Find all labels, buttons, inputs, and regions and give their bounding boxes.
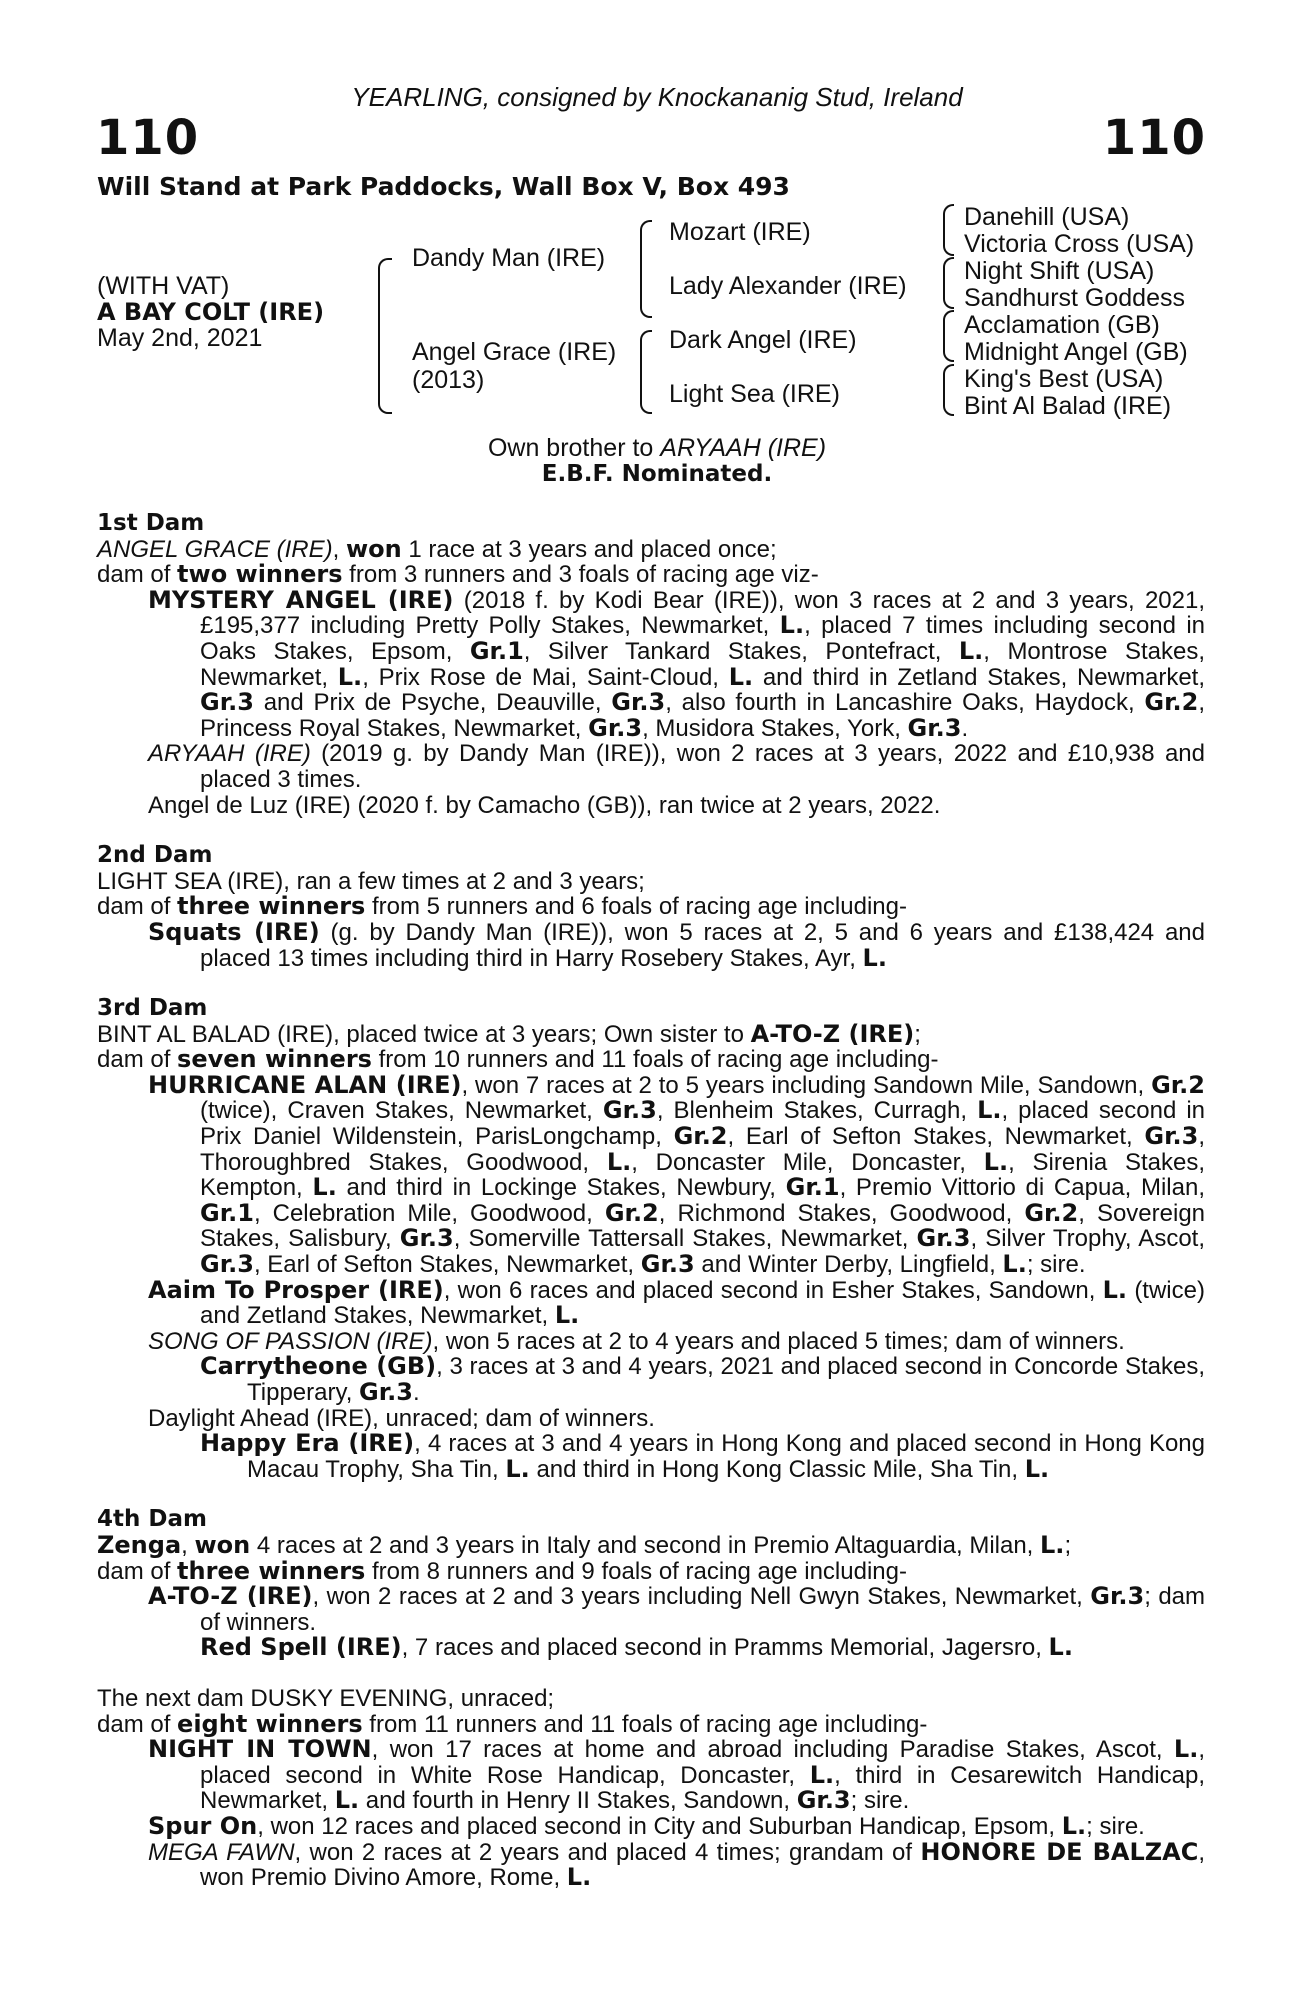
first-dam-record: 1 race at 3 years and placed once; [401,535,777,563]
text-run: , 7 races and placed second in Pramms Memorial, Jagersro, [401,1634,1049,1662]
text-run: , Celebration Mile, Goodwood, [253,1199,605,1227]
third-dam-produce-suffix: from 10 runners and 11 foals of racing age including- [371,1046,939,1074]
ancestor-8: Bint Al Balad (IRE) [964,392,1172,420]
text-run: , Princess Royal Stakes, Newmarket, [200,689,1205,742]
text-run: , Doncaster Mile, Doncaster, [631,1148,984,1176]
text-run: , won 17 races at home and abroad including Paradise Stakes, Ascot, [371,1736,1174,1764]
second-dam-line-1: LIGHT SEA (IRE), ran a few times at 2 and 3 years; [97,867,645,895]
dam-dam: Light Sea (IRE) [669,380,840,408]
third-dam-semicolon: ; [914,1020,921,1048]
sire-sire: Mozart (IRE) [669,218,811,246]
bold-run: Zenga [97,1530,182,1559]
second-dam-line-2 [97,894,1205,920]
offspring-entry [97,1275,1205,1330]
second-dam-produce-suffix: from 5 runners and 6 foals of racing age including- [365,893,907,921]
text-run: (2019 g. by Dandy Man (IRE)), won 2 races at 3 years, 2022 and £10,938 and placed 3 times. [200,740,1205,793]
offspring-entry [97,1584,1205,1635]
bold-run: Gr.2 [1144,688,1199,717]
text-run: . [412,1379,420,1406]
bold-run: L. [983,1147,1009,1176]
grand-offspring-entry [97,1635,1205,1661]
bold-run: L. [728,662,754,691]
text-run: (g. by Dandy Man (IRE)), won 5 races at 2, 5 and 6 years and £138,424 and placed 13 times including third in Harry Rosebery Stakes, Ayr, [200,918,1205,972]
text-run: (twice), Craven Stakes, Newmarket, [200,1097,603,1125]
text-run: and third in Hong Kong Classic Mile, Sha Tin, [529,1455,1025,1483]
offspring-entry [97,917,1205,972]
bold-run: MYSTERY ANGEL (IRE) [148,585,454,614]
bold-run: Gr.3 [907,713,962,742]
text-run: , won 12 races and placed second in City and Suburban Handicap, Epsom, [257,1812,1062,1840]
text-run: , also fourth in Lancashire Oaks, Haydock, [665,689,1145,717]
text-run: ; sire. [1026,1251,1086,1279]
bold-run: Gr.2 [1024,1198,1079,1227]
bold-run: L. [977,1096,1002,1125]
text-run: , won 2 races at 2 years and placed 4 times; grandam of [294,1838,921,1866]
bold-run: HONORE DE BALZAC [920,1837,1199,1866]
text-run: , Earl of Sefton Stakes, Newmarket, [253,1251,641,1279]
pedigree-brace-2b [640,330,652,414]
second-dam-section [97,843,1205,971]
text-run: , won 6 races and placed second in Esher Stakes, Sandown, [443,1276,1103,1304]
text-run: (2018 f. by Kodi Bear (IRE)), won 3 races at 2 and 3 years, 2021, £195,377 including Pretty Polly Stakes, Newmarket, [200,586,1205,640]
pedigree-body [97,511,1205,1916]
offspring-entry [97,793,1205,819]
dam-sire: Dark Angel (IRE) [669,326,857,354]
bold-run: Gr.3 [916,1224,971,1253]
bold-run: L. [779,611,805,640]
ancestor-2: Victoria Cross (USA) [964,230,1195,258]
text-run: , Somerville Tattersall Stakes, Newmarket, [453,1225,917,1253]
bold-run: Gr.3 [399,1224,454,1253]
bold-run: Gr.2 [673,1122,728,1151]
fourth-dam-section [97,1507,1205,1661]
offspring-entry [97,1737,1205,1814]
fourth-dam-produce-prefix: dam of [97,1557,178,1585]
bold-run: L. [1102,1275,1128,1304]
third-dam-desc: BINT AL BALAD (IRE), placed twice at 3 years; Own sister to [97,1020,751,1048]
bold-run: Gr.2 [1151,1070,1205,1099]
offspring-entry [97,1406,1205,1432]
bold-run: L. [312,1173,337,1202]
text-run: Angel de Luz (IRE) (2020 f. by Camacho (GB)), ran twice at 2 years, 2022. [148,791,941,819]
ebf-note: E.B.F. Nominated. [541,461,773,487]
text-run: and third in Zetland Stakes, Newmarket, [753,663,1205,691]
pedigree-brace-3d [943,364,954,416]
next-dam-produce-prefix: dam of [97,1710,178,1738]
text-run: and Prix de Psyche, Deauville, [253,689,612,717]
offspring-entry [97,741,1205,792]
vat-note: (WITH VAT) [97,272,230,300]
grand-offspring-entry [97,1431,1205,1482]
bold-run: won [194,1530,251,1559]
sire-dam: Lady Alexander (IRE) [669,272,907,300]
bold-run: Carrytheone (GB) [200,1352,437,1381]
third-dam-winners: seven winners [177,1045,372,1074]
dam: Angel Grace (IRE) [412,338,617,366]
text-run: , Thoroughbred Stakes, Goodwood, [200,1123,1205,1176]
lot-number-left: 110 [96,110,200,166]
text-run: , Sovereign Stakes, Salisbury, [200,1199,1206,1253]
sire: Dandy Man (IRE) [412,244,606,272]
own-brother-prefix: Own brother to [487,434,661,462]
text-run: , won 5 races at 2 to 4 years and placed 5 times; dam of winners. [432,1327,1125,1355]
stand-location: Will Stand at Park Paddocks, Wall Box V, Box 493 [97,172,790,201]
bold-run: Gr.3 [588,713,643,742]
italic-run: SONG OF PASSION (IRE) [148,1327,433,1355]
bold-run: L. [958,636,984,665]
pedigree-brace-3b [943,257,954,309]
first-dam-produce-suffix: from 3 runners and 3 foals of racing age viz- [342,561,819,589]
bold-run: L. [554,1301,580,1330]
bold-run: L. [566,1863,592,1892]
bold-run: Spur On [148,1811,258,1840]
text-run: , Silver Trophy, Ascot, [970,1225,1205,1253]
text-run: Daylight Ahead (IRE), unraced; dam of winners. [148,1404,655,1432]
consignment-line: YEARLING, consigned by Knockananig Stud, Ireland [351,82,963,112]
bold-run: NIGHT IN TOWN [148,1735,372,1764]
ancestor-6: Midnight Angel (GB) [964,338,1188,366]
own-brother-name: ARYAAH (IRE) [660,434,827,462]
bold-run: L. [862,943,887,972]
pedigree-brace-2a [640,220,652,318]
horse-name: A BAY COLT (IRE) [97,298,325,326]
text-run: ; sire. [850,1787,910,1815]
text-run: ; [1064,1531,1072,1559]
offspring-entry [97,1329,1205,1355]
text-run: , Prix Rose de Mai, Saint-Cloud, [362,663,729,691]
text-run: , won Premio Divino Amore, Rome, [200,1838,1205,1892]
second-dam-heading: 2nd Dam [97,842,213,869]
text-run: , Richmond Stakes, Goodwood, [658,1199,1025,1227]
bold-run: L. [334,1786,360,1815]
dam-year: (2013) [412,366,485,394]
first-dam-line-1 [97,534,1205,563]
bold-run: HURRICANE ALAN (IRE) [148,1070,462,1099]
bold-run: A-TO-Z (IRE) [148,1582,313,1611]
first-dam-won: won [345,534,402,563]
next-dam-produce-suffix: from 11 runners and 11 foals of racing age including- [362,1710,928,1738]
third-dam-line-2 [97,1047,1205,1073]
ancestor-3: Night Shift (USA) [964,257,1155,285]
bold-run: L. [809,1760,835,1789]
text-run: , [181,1531,195,1559]
italic-run: ARYAAH (IRE) [148,740,311,768]
bold-run: L. [1002,1250,1027,1279]
bold-run: L. [606,1147,632,1176]
text-run: , Premio Vittorio di Capua, Milan, [839,1174,1205,1202]
offspring-entry [97,585,1205,742]
bold-run: Gr.3 [200,688,254,717]
grand-offspring-entry [97,1354,1205,1405]
pedigree-brace-1 [378,258,392,414]
bold-run: L. [1061,1811,1087,1840]
text-run: ; sire. [1086,1812,1145,1840]
text-run: , Silver Tankard Stakes, Pontefract, [523,637,959,665]
text-run: , 3 races at 3 and 4 years, 2021 and placed second in Concorde Stakes, Tipperary, [247,1353,1205,1406]
text-run: ; dam of winners. [200,1583,1206,1636]
next-dam-section [97,1686,1205,1891]
ancestor-1: Danehill (USA) [964,203,1130,231]
fourth-dam-heading: 4th Dam [97,1506,207,1533]
first-dam-line-2 [97,562,1205,588]
bold-run: Happy Era (IRE) [200,1429,415,1458]
second-dam-produce-prefix: dam of [97,893,178,921]
first-dam-section [97,511,1205,818]
text-run: , third in Cesarewitch Handicap, Newmarket, [200,1761,1206,1815]
text-run: , placed second in Prix Daniel Wildenstein, ParisLongchamp, [200,1097,1206,1151]
text-run: . [961,714,969,742]
text-run: , Earl of Sefton Stakes, Newmarket, [727,1123,1145,1151]
first-dam-heading: 1st Dam [97,510,205,536]
bold-run: Squats (IRE) [148,917,320,946]
text-run: , placed 7 times including second in Oaks Stakes, Epsom, [200,612,1205,665]
third-dam-sister: A-TO-Z (IRE) [750,1019,915,1048]
pedigree-brace-3c [943,310,954,362]
first-dam-sep: , [332,535,346,563]
bold-run: L. [1024,1454,1050,1483]
bold-run: Gr.3 [359,1378,413,1406]
bold-run: Aaim To Prosper (IRE) [148,1275,444,1304]
bold-run: Gr.1 [785,1173,840,1202]
bold-run: Gr.3 [640,1250,695,1279]
bold-run: Gr.3 [611,688,666,717]
bold-run: Gr.1 [200,1198,254,1227]
bold-run: Gr.3 [1090,1582,1145,1611]
bold-run: L. [1173,1735,1199,1764]
first-dam-winners: two winners [177,560,343,589]
bold-run: Gr.3 [796,1786,851,1815]
fourth-dam-winners: three winners [177,1556,366,1585]
third-dam-line-1 [97,1019,1205,1048]
text-run: , 4 races at 3 and 4 years in Hong Kong and placed second in Hong Kong Macau Trophy, Sha Tin, [247,1430,1205,1483]
ancestor-5: Acclamation (GB) [964,311,1160,339]
text-run: and Winter Derby, Lingfield, [694,1251,1003,1279]
pedigree-brace-3a [943,204,954,256]
fourth-dam-line-2 [97,1556,1205,1585]
bold-run: L. [1048,1633,1073,1662]
text-run: , won 7 races at 2 to 5 years including Sandown Mile, Sandown, [461,1071,1152,1099]
foaling-date: May 2nd, 2021 [97,324,263,352]
text-run: (twice) and Zetland Stakes, Newmarket, [200,1276,1205,1330]
bold-run: Gr.1 [469,636,524,665]
next-dam-line-1: The next dam DUSKY EVENING, unraced; [97,1684,555,1712]
text-run: , placed second in White Rose Handicap, Doncaster, [200,1736,1206,1789]
first-dam-name: ANGEL GRACE (IRE) [97,535,333,563]
ancestor-4: Sandhurst Goddess [964,284,1185,312]
text-run: and fourth in Henry II Stakes, Sandown, [359,1787,797,1815]
text-run: and third in Lockinge Stakes, Newbury, [336,1174,786,1202]
text-run: , Sirenia Stakes, Kempton, [200,1148,1205,1202]
fourth-dam-produce-suffix: from 8 runners and 9 foals of racing age including- [365,1557,907,1585]
third-dam-heading: 3rd Dam [97,995,208,1022]
bold-run: L. [505,1454,530,1483]
lot-number-right: 110 [1102,110,1206,166]
third-dam-produce-prefix: dam of [97,1046,178,1074]
next-dam-line-2 [97,1709,1205,1738]
text-run: , Blenheim Stakes, Curragh, [656,1097,978,1125]
bold-run: Gr.3 [1144,1122,1199,1151]
fourth-dam-line-1 [97,1530,1205,1559]
text-run: , won 2 races at 2 and 3 years including Nell Gwyn Stakes, Newmarket, [312,1583,1091,1611]
bold-run: Gr.3 [200,1250,254,1279]
italic-run: MEGA FAWN [148,1838,295,1866]
third-dam-section [97,996,1205,1482]
offspring-entry [97,1837,1205,1892]
bold-run: L. [1040,1530,1065,1559]
second-dam-winners: three winners [177,892,366,921]
text-run: , Musidora Stakes, York, [642,714,908,742]
first-dam-produce-prefix: dam of [97,561,178,589]
offspring-entry [97,1811,1205,1840]
ancestor-7: King's Best (USA) [964,365,1164,393]
bold-run: Gr.2 [604,1198,659,1227]
text-run: 4 races at 2 and 3 years in Italy and second in Premio Altaguardia, Milan, [250,1531,1041,1559]
text-run: , Montrose Stakes, Newmarket, [200,637,1205,691]
own-brother-note [0,434,1314,463]
bold-run: Gr.3 [602,1096,657,1125]
bold-run: L. [337,662,363,691]
offspring-entry [97,1070,1206,1279]
next-dam-winners: eight winners [177,1709,363,1738]
bold-run: Red Spell (IRE) [200,1633,402,1662]
